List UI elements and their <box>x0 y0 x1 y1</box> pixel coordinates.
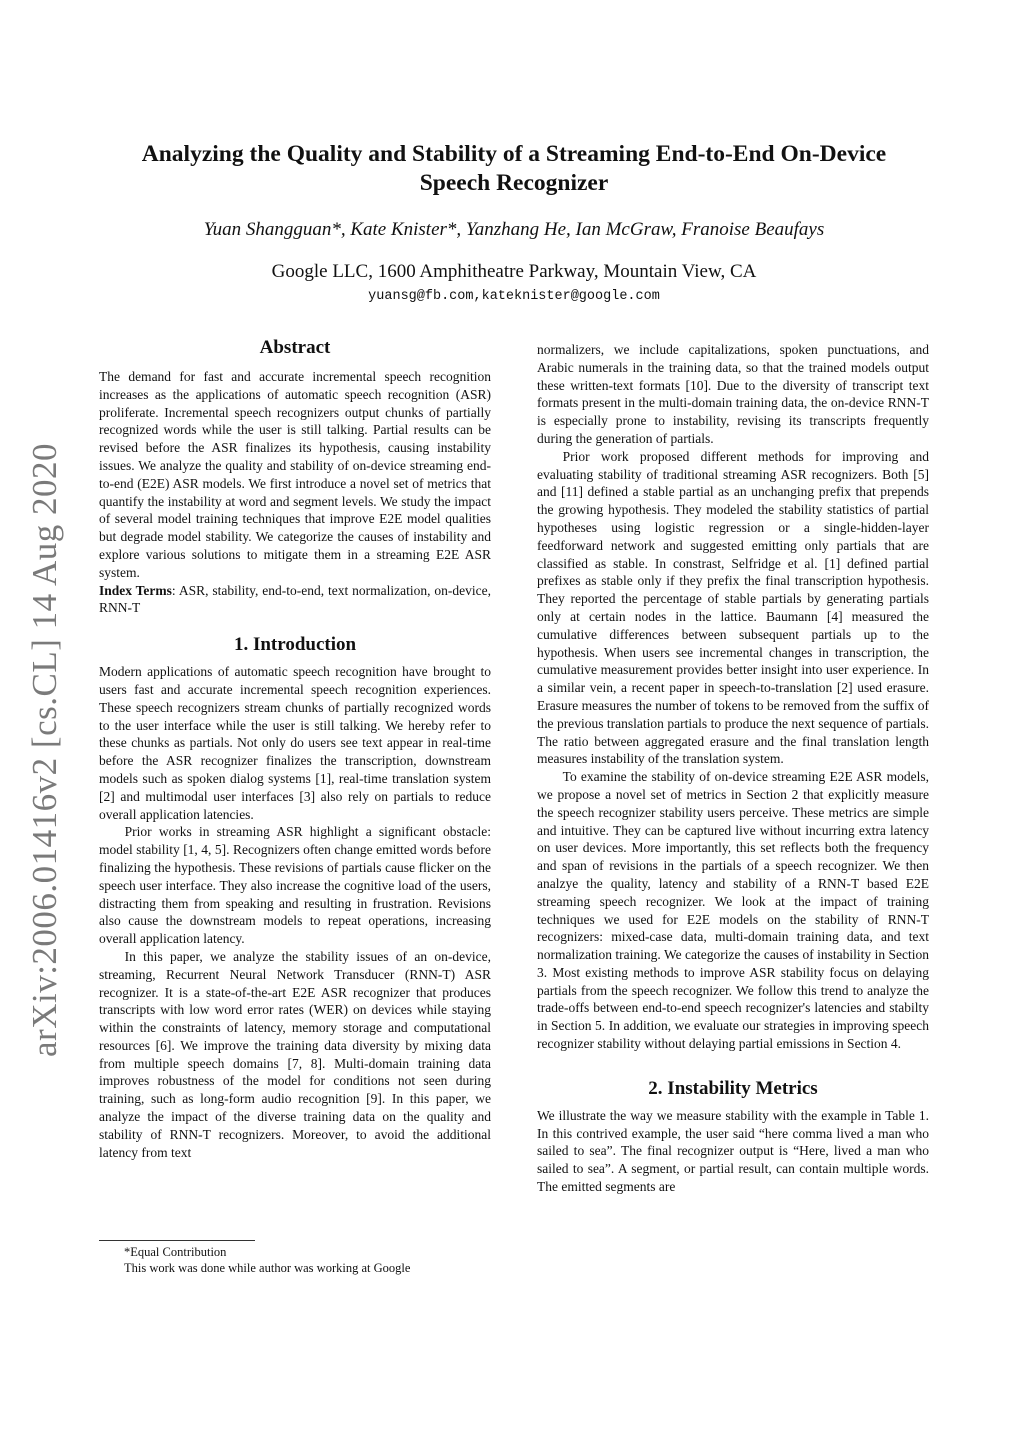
index-terms-label: Index Terms <box>99 582 172 598</box>
arxiv-identifier-stamp <box>20 440 70 1060</box>
affiliation: Google LLC, 1600 Amphitheatre Parkway, Mountain View, CA <box>271 261 757 282</box>
intro-paragraph-3: In this paper, we analyze the stability issues of an on-device, streaming, Recurrent Neural Network Transducer (RNN-T) ASR recognizer. It is a state-of-the-art E2E ASR recognizer that produces transcripts with low word error rates (WER) on devices while staying within the constraints of latency, memory storage and computational resources [6]. We improve the training data diversity by mixing data from multiple speech domains [7, 8]. Multi-domain training data improves robustness of the model for conditions not seen during training, such as long-form audio recognition [9]. In this paper, we analyze the impact of the diverse training data on the quality and stability of RNN-T recognizers. Moreover, to avoid the additional latency from text <box>99 948 491 1160</box>
abstract-text: The demand for fast and accurate incremental speech recognition increases as the applications of automatic speech recognition (ASR) proliferate. Incremental speech recognizers output chunks of partially recognized words while the user is still talking. Partial results can be revised before the ASR finalizes its hypothesis, causing instability issues. We analyze the quality and stability of on-device streaming end-to-end (E2E) ASR models. We first introduce a novel set of metrics that quantify the instability at word and segment levels. We study the impact of several model training techniques that improve E2E model qualities but degrade model stability. We categorize the causes of instability and explore various solutions to mitigate them in a streaming E2E ASR system. <box>99 369 491 580</box>
left-column <box>99 336 491 1161</box>
index-terms-list: : ASR, stability, end-to-end, text normalization, on-device, RNN-T <box>99 582 491 616</box>
abstract-heading: Abstract <box>259 337 331 358</box>
intro-paragraph-4: Prior work proposed different methods for improving and evaluating stability of traditional streaming ASR recognizers. Both [5] and [11] defined a stable partial as an unchanging prefix that prepends the growing hypothesis. They modeled the stability statistics of partial hypotheses using logistic regression or a single-hidden-layer feedforward network and suggested emitting only partials that are classified as stable. In constrast, Selfridge et al. [1] defined partial prefixes as stable only if they prefix the final transcription hypothesis. They reported the percentage of stable partials by generating partials only at certain nodes in the lattice. Baumann [4] measured the cumulative differences between subsequent partials up to the hypothesis. When users see incremental changes in transcription, the cumulative measurement provides better insight into user experience. In a similar vein, a recent paper in speech-to-translation [2] used erasure. Erasure measures the number of tokens to be removed from the suffix of the previous translation partials to produce the next sequence of partials. The ratio between aggregated erasure and the final translation length measures instability of the translation system. <box>537 448 929 767</box>
intro-paragraph-2: Prior works in streaming ASR highlight a significant obstacle: model stability [1, 4, 5]. Recognizers often change emitted words before finalizing the hypothesis. These revisions of partials cause flicker on the speech user interface. They also increase the cognitive load of the users, distracting them from speaking and resulting in frustration. Revisions also cause the downstream models to repeat operations, increasing overall application latency. <box>99 824 491 947</box>
metrics-paragraph-1: We illustrate the way we measure stability with the example in Table 1. In this contrived example, the user said “here comma lived a man who sailed to sea”. The final recognizer output is “Here, lived a man who sailed to sea”. A segment, or partial result, can contain multiple words. The emitted segments are <box>537 1107 929 1195</box>
intro-paragraph-5: To examine the stability of on-device streaming E2E ASR models, we propose a novel set of metrics in Section 2 that explicitly measure the speech recognizer stability users perceive. These metrics are simple and intuitive. They can be captured live without incurring extra latency on user devices. More importantly, this set reflects both the frequency and span of revisions in the partials of a speech recognizer. We then analzye the quality, latency and stability of a RNN-T based E2E streaming speech recognizer. We look at the impact of training techniques we used for E2E models on the stability of RNN-T recognizers: mixed-case data, multi-domain training data, and text normalization training. We categorize the causes of instability in Section 3. Most existing methods to improve ASR stability focus on delaying partials from the speech recognizer. We follow this trend to analyze the trade-offs between end-to-end speech recognizer's latencies and stabilty in Section 5. In addition, we evaluate our strategies in improving speech recognizer stability without delaying partial emissions in Section 4. <box>537 769 929 1052</box>
author-emails: yuansg@fb.com,kateknister@google.com <box>368 289 660 304</box>
paper-title-line-1: Analyzing the Quality and Stability of a Streaming End-to-End On-Device <box>141 141 887 167</box>
footnote-rule <box>99 1240 255 1241</box>
footnote-affiliation-note: This work was done while author was working at Google <box>124 1261 411 1275</box>
paper-title <box>100 140 928 198</box>
intro-paragraph-3-continued: normalizers, we include capitalizations, spoken punctuations, and Arabic numerals in the training data, so that the trained models output these written-text formats [10]. Due to the diversity of transcript text formats present in the multi-domain training data, the on-device RNN-T is especially prone to instability, revising its transcripts frequently during the generation of partials. <box>537 342 929 446</box>
instability-metrics-heading: 2. Instability Metrics <box>648 1077 818 1099</box>
arxiv-identifier-text: arXiv:2006.01416v2 [cs.CL] 14 Aug 2020 <box>25 443 64 1057</box>
intro-paragraph-1: Modern applications of automatic speech recognition have brought to users fast and accurate incremental speech recognition experiences. These speech recognizers stream chunks of partially recognized words to the user interface while the user is still talking. We hereby refer to these chunks as partials. Not only do users see text appear in real-time before the ASR recognizer finalizes the transcription, downstream models such as spoken dialog systems [1], real-time translation system [2] and multimodal user interfaces [3] also rely on partials to reduce overall application latencies. <box>99 664 491 822</box>
author-list: Yuan Shangguan*, Kate Knister*, Yanzhang He, Ian McGraw, Franoise Beaufays <box>203 219 825 240</box>
footnotes <box>99 1240 491 1276</box>
right-column <box>537 341 929 1196</box>
footnote-equal-contribution: *Equal Contribution <box>124 1245 227 1259</box>
paper-title-line-2: Speech Recognizer <box>419 170 609 196</box>
introduction-heading: 1. Introduction <box>233 634 357 656</box>
index-terms <box>99 582 491 618</box>
